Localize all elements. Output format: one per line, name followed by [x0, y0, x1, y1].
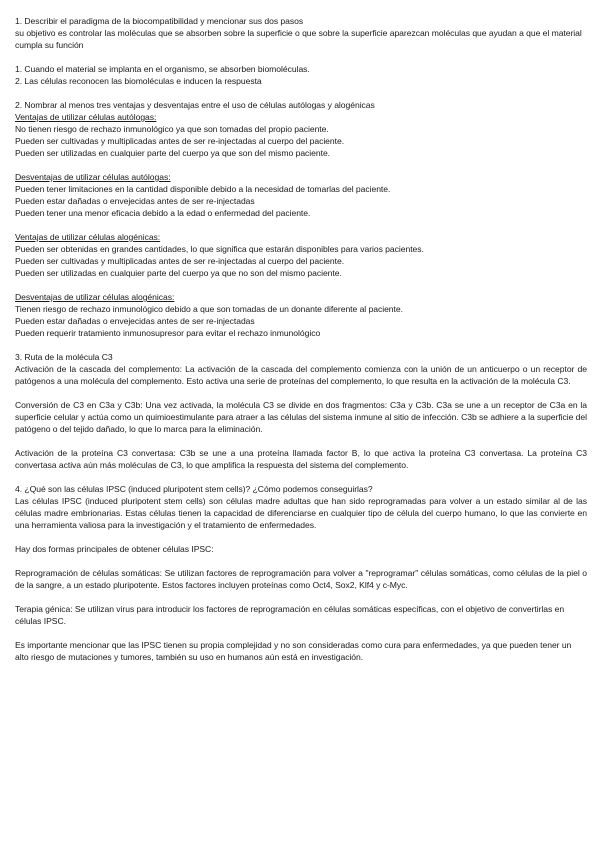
spacer: [15, 159, 587, 171]
question-1-title: 1. Describir el paradigma de la biocompatibilidad y mencionar sus dos pasos: [15, 16, 304, 26]
list-item: Pueden ser cultivadas y multiplicadas antes de ser re-injectadas al cuerpo del paciente.: [15, 136, 345, 146]
paragraph: Terapia génica: Se utilizan virus para introducir los factores de reprogramación en células somáticas específicas, con el objetivo de convertirlas en células IPSC.: [15, 604, 565, 626]
paragraph: Las células IPSC (induced pluripotent stem cells) son células madre adultas que han sido reprogramadas para volver a un estado similar al de las células madre embrionarias. Estas células tienen la capacidad de diferenciarse en cualquier tipo de célula del cuerpo humano, lo que las convierte en una herramienta valiosa para la investigación y el tratamiento de enfermedades.: [15, 496, 587, 530]
spacer: [15, 51, 587, 63]
spacer: [15, 531, 587, 543]
spacer: [15, 555, 587, 567]
paragraph: Hay dos formas principales de obtener células IPSC:: [15, 544, 214, 554]
section-heading: Desventajas de utilizar células autólogas:: [15, 172, 171, 182]
spacer: [15, 435, 587, 447]
list-item: Pueden ser obtenidas en grandes cantidades, lo que significa que estarán disponibles para varios pacientes.: [15, 244, 424, 254]
step-item: 2. Las células reconocen las biomoléculas e inducen la respuesta: [15, 76, 262, 86]
list-item: No tienen riesgo de rechazo inmunológico ya que son tomadas del propio paciente.: [15, 124, 329, 134]
paragraph: Activación de la proteína C3 convertasa: C3b se une a una proteína llamada factor B, lo que activa la proteína C3 convertasa. La proteína C3 convertasa activa aún más moléculas de C3, lo que amplifica la respuesta del sistema del complemento.: [15, 448, 587, 470]
question-2-title: 2. Nombrar al menos tres ventajas y desventajas entre el uso de células autólogas y alogénicas: [15, 100, 375, 110]
spacer: [15, 87, 587, 99]
spacer: [15, 627, 587, 639]
list-item: Pueden ser utilizadas en cualquier parte del cuerpo ya que son del mismo paciente.: [15, 148, 331, 158]
list-item: Pueden estar dañadas o envejecidas antes de ser re-injectadas: [15, 196, 255, 206]
spacer: [15, 339, 587, 351]
paragraph: Es importante mencionar que las IPSC tienen su propia complejidad y no son consideradas como cura para enfermedades, ya que pueden tener un alto riesgo de mutaciones y tumores, también su uso en humanos aún está en investigación.: [15, 640, 572, 662]
list-item: Pueden tener una menor eficacia debido a la edad o enfermedad del paciente.: [15, 208, 311, 218]
document-body: [15, 15, 587, 663]
question-4-title: 4. ¿Qué son las células IPSC (induced pluripotent stem cells)? ¿Cómo podemos conseguirlas?: [15, 484, 373, 494]
list-item: Pueden estar dañadas o envejecidas antes de ser re-injectadas: [15, 316, 255, 326]
paragraph: Activación de la cascada del complemento: La activación de la cascada del complemento comienza con la unión de un anticuerpo o un receptor de patógenos a una molécula del complemento. Esto activa una serie de proteínas del complemento, lo que resulta en la activación de la molécula C3.: [15, 364, 587, 386]
question-3-title: 3. Ruta de la molécula C3: [15, 352, 113, 362]
section-heading: Ventajas de utilizar células autólogas:: [15, 112, 157, 122]
spacer: [15, 387, 587, 399]
spacer: [15, 279, 587, 291]
section-heading: Desventajas de utilizar células alogénicas:: [15, 292, 175, 302]
section-heading: Ventajas de utilizar células alogénicas:: [15, 232, 161, 242]
question-1-answer: su objetivo es controlar las moléculas que se absorben sobre la superficie o que sobre la superficie aparezcan moléculas que ayudan a que el material cumpla su función: [15, 28, 582, 50]
spacer: [15, 591, 587, 603]
paragraph: Conversión de C3 en C3a y C3b: Una vez activada, la molécula C3 se divide en dos fragmentos: C3a y C3b. C3a se une a un receptor de C3a en la superficie celular y actúa como un quimioestimulante para atraer a las células del sistema inmune al sitio de infección. C3b se adhiere a la superficie del patógeno o del tejido dañado, lo que lo marca para la eliminación.: [15, 400, 587, 434]
list-item: Pueden requerir tratamiento inmunosupresor para evitar el rechazo inmunológico: [15, 328, 321, 338]
spacer: [15, 471, 587, 483]
list-item: Pueden tener limitaciones en la cantidad disponible debido a la necesidad de tomarlas del paciente.: [15, 184, 391, 194]
list-item: Tienen riesgo de rechazo inmunológico debido a que son tomadas de un donante diferente al paciente.: [15, 304, 403, 314]
step-item: 1. Cuando el material se implanta en el organismo, se absorben biomoléculas.: [15, 64, 310, 74]
paragraph: Reprogramación de células somáticas: Se utilizan factores de reprogramación para volver a "reprogramar" células somáticas, como células de la piel o de la sangre, a un estado pluripotente. Estos factores incluyen proteínas como Oct4, Sox2, Klf4 y c-Myc.: [15, 568, 587, 590]
list-item: Pueden ser utilizadas en cualquier parte del cuerpo ya que no son del mismo paciente.: [15, 268, 342, 278]
list-item: Pueden ser cultivadas y multiplicadas antes de ser re-injectadas al cuerpo del paciente.: [15, 256, 345, 266]
spacer: [15, 219, 587, 231]
